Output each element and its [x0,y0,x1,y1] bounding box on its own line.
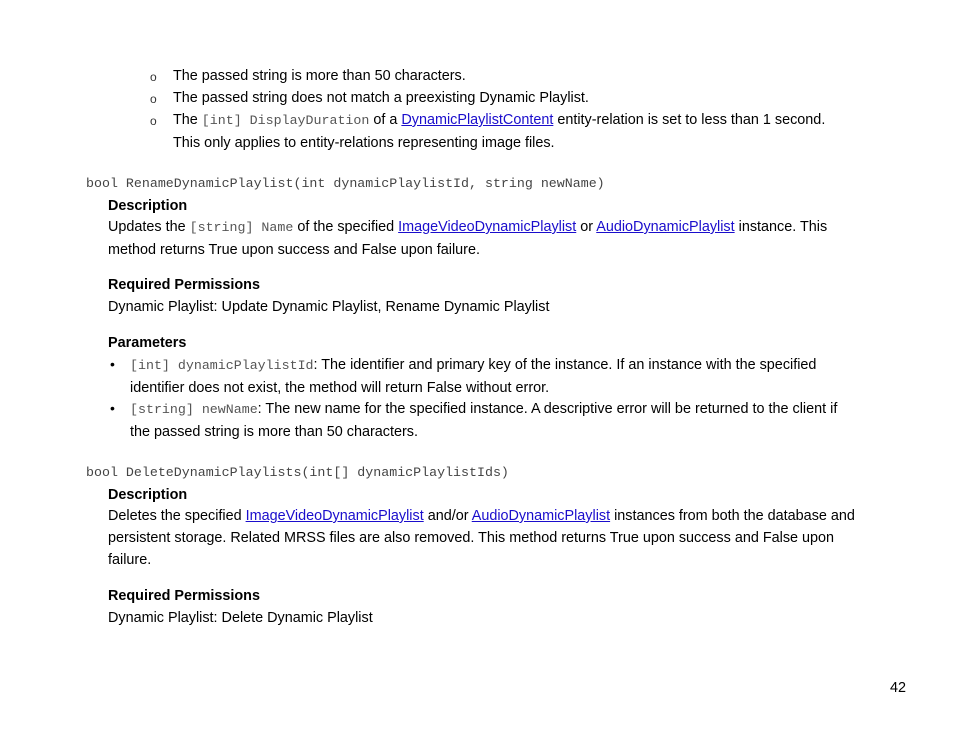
text: : The new name for the specified instance. A descriptive error will be returned to the client if [257,401,838,417]
text: Updates the [108,219,190,235]
bullet-marker: • [110,400,115,416]
sub-bullet-marker: o [150,70,157,84]
dynamic-playlist-content-link[interactable]: DynamicPlaylistContent [401,112,554,128]
code-term: [int] DisplayDuration [201,113,370,128]
text: Deletes the specified [108,508,246,524]
text: the passed string is more than 50 characters. [130,424,418,440]
text: instances from both the database and [610,508,855,524]
description-text [108,505,868,571]
text: failure. [108,552,152,568]
text: identifier does not exist, the method will return False without error. [130,380,550,396]
method-signature: bool DeleteDynamicPlaylists(int[] dynamicPlaylistIds) [86,465,509,480]
text: persistent storage. Related MRSS files are also removed. This method returns True upon success and False upon [108,530,835,546]
sub-bullet-item: The passed string is more than 50 characters. [173,68,466,84]
sub-bullet-item: The passed string does not match a preexisting Dynamic Playlist. [173,90,589,106]
text: of the specified [293,219,399,235]
text: and/or [423,508,472,524]
permissions-heading: Required Permissions [108,277,260,293]
sub-bullet-marker: o [150,114,157,128]
permissions-text: Dynamic Playlist: Update Dynamic Playlist, Rename Dynamic Playlist [108,299,550,315]
audio-dynamic-playlist-link[interactable]: AudioDynamicPlaylist [596,219,735,235]
description-heading: Description [108,198,188,214]
image-video-dynamic-playlist-link[interactable]: ImageVideoDynamicPlaylist [245,508,424,524]
code-term: [string] Name [189,220,294,235]
text: entity-relation is set to less than 1 second. [553,112,826,128]
text: The [173,112,202,128]
description-heading: Description [108,487,188,503]
method-signature: bool RenameDynamicPlaylist(int dynamicPlaylistId, string newName) [86,176,605,191]
page-number: 42 [890,680,907,696]
image-video-dynamic-playlist-link[interactable]: ImageVideoDynamicPlaylist [398,219,577,235]
sub-bullet-item [173,109,873,154]
text: of a [369,112,402,128]
bullet-marker: • [110,356,115,372]
text: This only applies to entity-relations representing image files. [173,135,555,151]
text: or [576,219,597,235]
parameter-item [130,354,870,399]
permissions-text: Dynamic Playlist: Delete Dynamic Playlist [108,610,373,626]
audio-dynamic-playlist-link[interactable]: AudioDynamicPlaylist [471,508,611,524]
code-term: [int] dynamicPlaylistId [130,358,314,373]
code-term: [string] newName [130,402,258,417]
parameters-heading: Parameters [108,335,187,351]
description-text [108,216,868,261]
sub-bullet-marker: o [150,92,157,106]
text: instance. This [734,219,828,235]
permissions-heading: Required Permissions [108,588,260,604]
parameter-item [130,398,870,443]
text: : The identifier and primary key of the instance. If an instance with the specified [313,357,817,373]
text: method returns True upon success and False upon failure. [108,242,480,258]
